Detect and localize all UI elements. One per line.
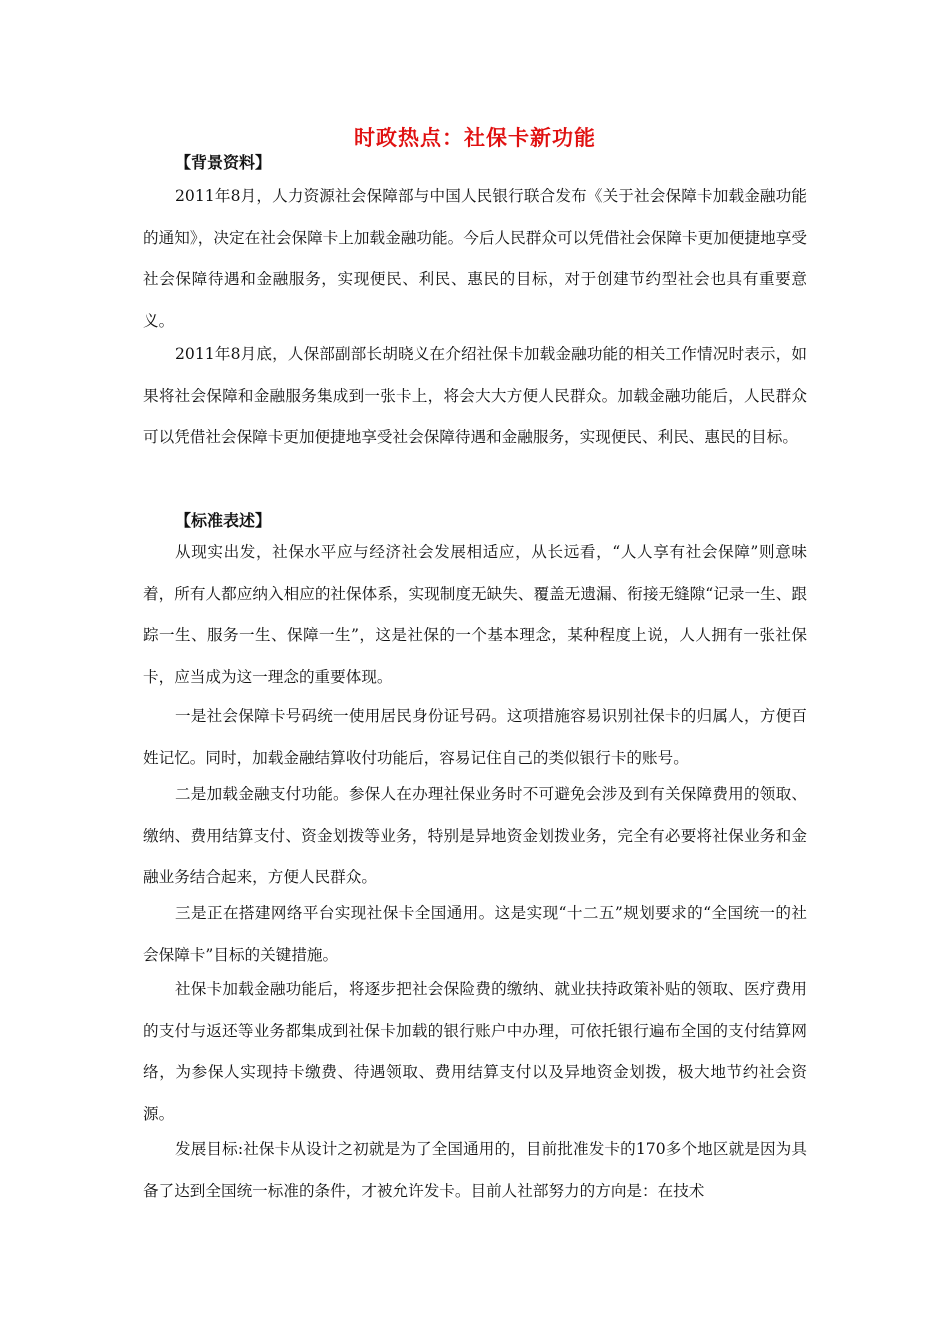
paragraph-standard-3: 二是加载金融支付功能。参保人在办理社保业务时不可避免会涉及到有关保障费用的领取、缴纳、费用结算支付、资金划拨等业务，特别是异地资金划拨业务，完全有必要将社保业务和金融业务结合起来，方便人民群众。 [143,785,807,886]
paragraph-standard-6: 发展目标:社保卡从设计之初就是为了全国通用的，目前批准发卡的170多个地区就是因为具备了达到全国统一标准的条件，才被允许发卡。目前人社部努力的方向是：在技术 [143,1140,807,1200]
paragraph-standard-2: 一是社会保障卡号码统一使用居民身份证号码。这项措施容易识别社保卡的归属人，方便百姓记忆。同时，加载金融结算收付功能后，容易记住自己的类似银行卡的账号。 [143,707,807,767]
paragraph-standard-4: 三是正在搭建网络平台实现社保卡全国通用。这是实现“十二五”规划要求的“全国统一的社会保障卡”目标的关键措施。 [143,904,807,964]
paragraph-background-1: 2011年8月，人力资源社会保障部与中国人民银行联合发布《关于社会保障卡加载金融功能的通知》，决定在社会保障卡上加载金融功能。今后人民群众可以凭借社会保障卡更加便捷地享受社会保障待遇和金融服务，实现便民、利民、惠民的目标，对于创建节约型社会也具有重要意义。 [143,187,807,330]
paragraph-background-2: 2011年8月底，人保部副部长胡晓义在介绍社保卡加载金融功能的相关工作情况时表示，如果将社会保障和金融服务集成到一张卡上，将会大大方便人民群众。加载金融功能后，人民群众可以凭借社会保障卡更加便捷地享受社会保障待遇和金融服务，实现便民、利民、惠民的目标。 [143,345,807,446]
section-heading-standard: 【标准表述】 [175,511,272,530]
paragraph-standard-5: 社保卡加载金融功能后，将逐步把社会保险费的缴纳、就业扶持政策补贴的领取、医疗费用的支付与返还等业务都集成到社保卡加载的银行账户中办理，可依托银行遍布全国的支付结算网络，为参保人实现持卡缴费、待遇领取、费用结算支付以及异地资金划拨，极大地节约社会资源。 [143,980,807,1123]
paragraph-standard-1: 从现实出发，社保水平应与经济社会发展相适应，从长远看，“人人享有社会保障”则意味着，所有人都应纳入相应的社保体系，实现制度无缺失、覆盖无遗漏、衔接无缝隙“记录一生、跟踪一生、服务一生、保障一生”，这是社保的一个基本理念，某种程度上说，人人拥有一张社保卡，应当成为这一理念的重要体现。 [143,543,807,686]
section-heading-background: 【背景资料】 [175,153,272,172]
document-title: 时政热点：社保卡新功能 [354,126,596,150]
